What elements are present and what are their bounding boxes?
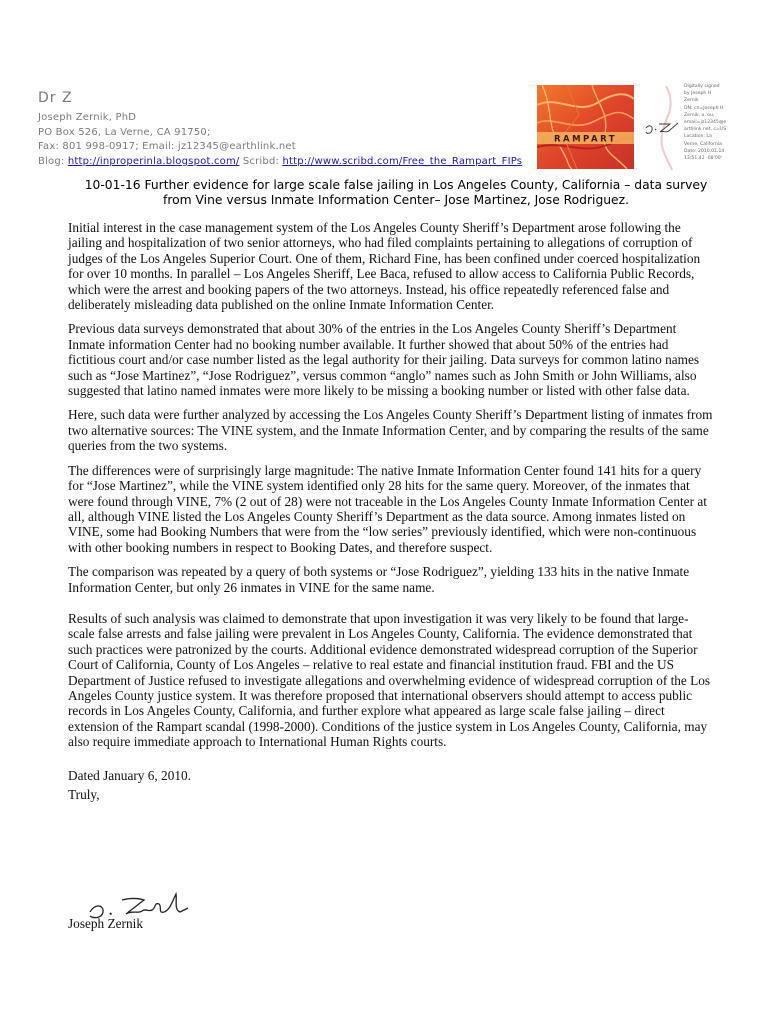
digsig-line: Zernik <box>684 98 699 104</box>
document-headline <box>56 178 736 208</box>
body-paragraph: The comparison was repeated by a query of both systems or “Jose Rodriguez”, yielding 133 hits in the native Inmate Information Center, but only 26 inmates in VINE for the same name. <box>68 564 690 595</box>
scribd-link[interactable]: http://www.scribd.com/Free_the_Rampart_FIPs <box>282 155 523 167</box>
author-initials: Dr Z <box>38 90 73 106</box>
scribd-label: Scribd: <box>239 155 283 167</box>
author-name: Joseph Zernik, PhD <box>38 112 137 123</box>
digsig-line: Location: La <box>684 134 712 140</box>
signature-stroke-top <box>642 82 680 172</box>
rampart-logo-image <box>537 85 634 169</box>
body-paragraph: Results of such analysis was claimed to demonstrate that upon investigation it was very likely to be found that large-scale false arrests and false jailing were prevalent in Los Angeles County, California. The evidence demonstrated that such practices were patronized by the courts. Additional evidence demonstrated widespread corruption of the Superior Court of California, County of Los Angeles – relative to real estate and financial institution fraud. FBI and the US Department of Justice refused to investigate allegations and overwhelming evidence of widespread corruption of the Los Angeles County justice system. It was therefore proposed that international observers should attempt to access public records in Los Angeles County, California, and further explore what appeared as large scale false jailing – direct extension of the Rampart scandal (1998-2000). Conditions of the justice system in Los Angeles County, California, may also require immediate approach to International Human Rights courts. <box>68 610 711 750</box>
digsig-line: arthlink.net, c=US <box>684 127 727 133</box>
digsig-line: Digitally signed <box>684 84 720 89</box>
digsig-line: email=jz12345@e <box>684 120 727 126</box>
document-body <box>68 220 714 806</box>
digsig-line: Date: 2010.01.14 <box>684 148 725 154</box>
date-line: Dated January 6, 2010. <box>68 767 191 783</box>
digsig-line: by Joseph H <box>684 91 712 97</box>
digital-signature-info <box>684 83 764 162</box>
headline-line-2: from Vine versus Inmate Information Center– Jose Martinez, Jose Rodriguez. <box>163 193 629 207</box>
digsig-line: DN: cn=Joseph H <box>684 105 724 111</box>
digsig-line: Zernik, o, ou, <box>684 112 715 118</box>
digsig-line: 13:51:42 -08'00' <box>684 156 722 162</box>
body-paragraph: Here, such data were further analyzed by accessing the Los Angeles County Sheriff’s Department listing of inmates from two alternative sources: The VINE system, and the Inmate Information Center, and by comparing the results of the same queries from the two systems. <box>68 407 713 454</box>
body-paragraph: Initial interest in the case management system of the Los Angeles County Sheriff’s Department arose following the jailing and hospitalization of two senior attorneys, who had filed complaints pertaining to allegations of corruption of judges of the Los Angeles Superior Court. One of them, Richard Fine, has been confined under coerced hospitalization for over 10 months. In parallel – Los Angeles Sheriff, Lee Baca, refused to allow access to California Public Records, which were the arrest and booking papers of the two attorneys. Instead, his office repeatedly referenced false and deliberately misleading data published on the online Inmate Information Center. <box>68 220 701 313</box>
signer-name: Joseph Zernik <box>68 916 143 931</box>
salutation: Truly, <box>68 787 100 802</box>
headline-line-1: 10-01-16 Further evidence for large scale false jailing in Los Angeles County, California – data survey <box>84 178 708 192</box>
blog-link[interactable]: http://inproperinla.blogspot.com/ <box>67 155 240 167</box>
signature-graphic-top <box>642 82 680 172</box>
rampart-logo-text: RAMPART <box>553 134 618 145</box>
letterhead <box>38 90 522 169</box>
digsig-line: Verne, California <box>684 141 722 147</box>
blog-label: Blog: <box>38 155 68 167</box>
postal-address: PO Box 526, La Verne, CA 91750; <box>38 126 211 138</box>
closing-block <box>68 768 714 803</box>
rampart-artwork <box>537 85 634 169</box>
links-line <box>38 155 522 170</box>
body-paragraph: The differences were of surprisingly large magnitude: The native Inmate Information Center found 141 hits for a query for “Jose Martinez”, while the VINE system identified only 28 hits for the same query. Moreover, of the inmates that were found through VINE, 7% (2 out of 28) were not traceable in the Los Angeles County Inmate Information Center at all, although VINE listed the Los Angeles County Sheriff’s Department as the data source. Among inmates listed on VINE, some had Booking Numbers that were from the “low series” previously identified, which were non-continuous with other booking numbers in respect to Booking Dates, and therefore suspect. <box>68 462 707 555</box>
body-paragraph: Previous data surveys demonstrated that about 30% of the entries in the Los Angeles County Sheriff’s Department Inmate information Center had no booking number available. It further showed that about 50% of the entries had fictitious court and/or case number listed as the legal authority for their jailing. Data surveys for common latino names such as “Jose Martinez”, “Jose Rodriguez”, versus common “anglo” names such as John Smith or John Williams, also suggested that latino named inmates were more likely to be missing a booking number or listed with other false data. <box>68 321 700 399</box>
fax-email: Fax: 801 998-0917; Email: jz12345@earthlink.net <box>38 141 296 152</box>
